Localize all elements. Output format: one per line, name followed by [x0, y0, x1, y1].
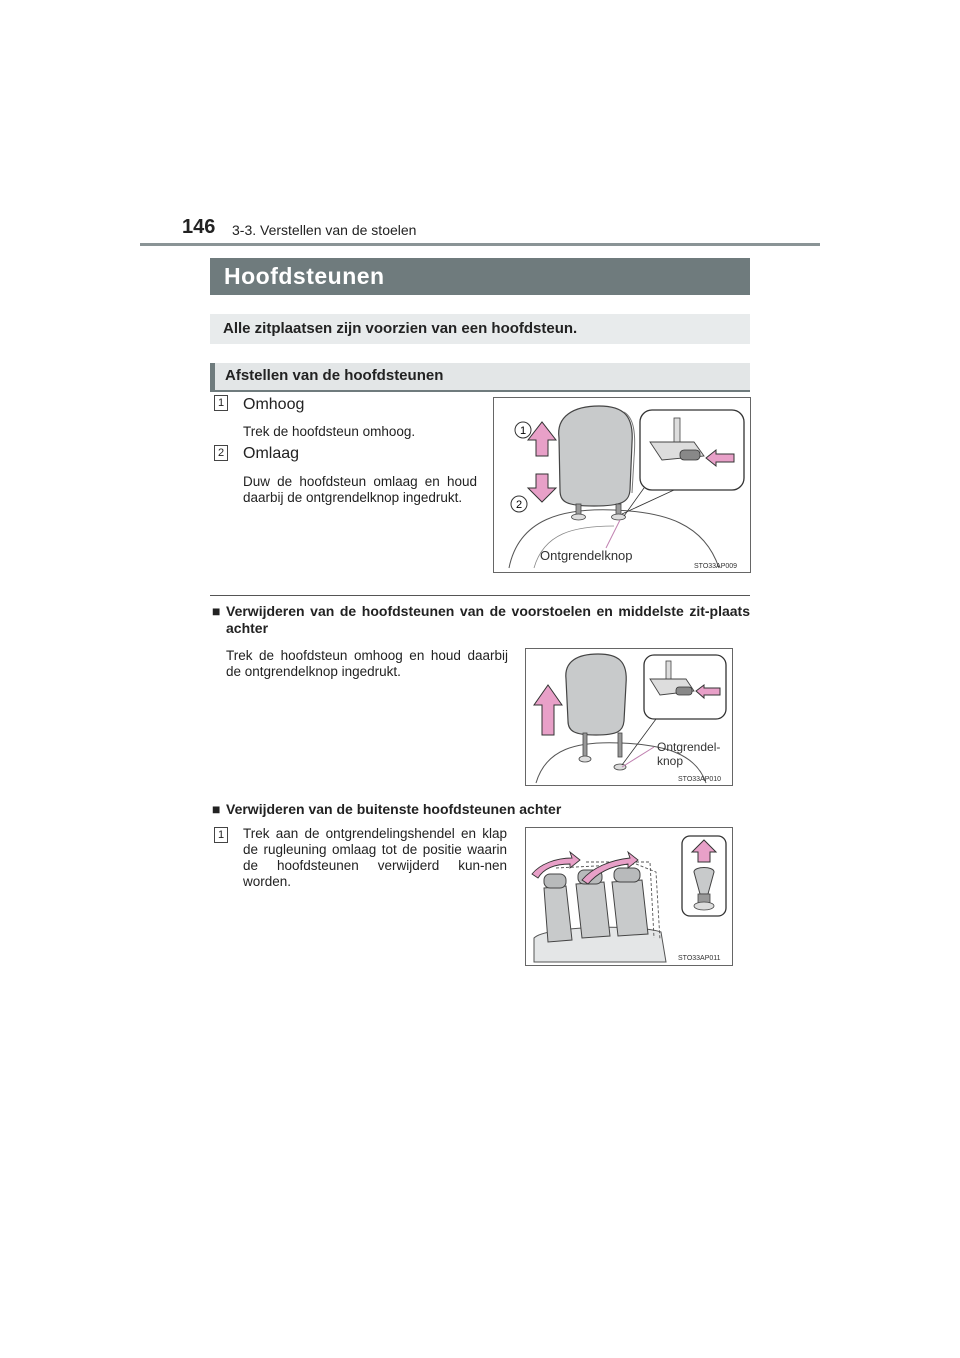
remove-outer-illustration: [526, 828, 732, 965]
chapter-title: 3-3. Verstellen van de stoelen: [232, 222, 417, 238]
figure-1-code: STO33AP009: [694, 563, 738, 570]
section-separator: [210, 595, 750, 596]
figure-remove-outer: [525, 827, 733, 966]
step-1-number: 1: [214, 395, 228, 411]
remove-front-illustration: [526, 649, 732, 785]
headrest-illustration: [494, 398, 750, 572]
step-2-label: Omlaag: [243, 445, 300, 462]
remove-outer-text: Trek aan de ontgrendelingshendel en klap de rugleuning omlaag tot de positie waarin de hoofdsteunen verwijderd kun-nen worden.: [243, 826, 507, 889]
step-2-description: Duw de hoofdsteun omlaag en houd daarbij de ontgrendelknop ingedrukt.: [243, 474, 477, 505]
page-number: 146: [182, 216, 216, 238]
figure-remove-front: [525, 648, 733, 786]
intro-text: Alle zitplaatsen zijn voorzien van een hoofdsteun.: [223, 320, 578, 337]
release-button-callout: Ontgrendelknop: [540, 548, 633, 563]
figure-adjust-headrest: [493, 397, 751, 573]
section-title-bar: [210, 258, 750, 295]
step-2-number: 2: [214, 445, 228, 461]
header-rule: [140, 243, 820, 246]
remove-outer-step-number: 1: [214, 827, 228, 843]
remove-outer-heading: Verwijderen van de buitenste hoofdsteunen achter: [226, 801, 562, 817]
bullet-square: ■: [212, 603, 221, 619]
figure-3-code: STO33AP011: [678, 955, 721, 962]
intro-box: [210, 314, 750, 344]
bullet-square-2: ■: [212, 801, 221, 817]
step-1-description: Trek de hoofdsteun omhoog.: [243, 424, 416, 439]
remove-front-heading: Verwijderen van de hoofdsteunen van de voorstoelen en middelste zit-plaats achter: [226, 603, 750, 636]
marker-2: 2: [515, 499, 523, 511]
release-knob-callout-line1: Ontgrendel-: [657, 740, 721, 754]
remove-front-text: Trek de hoofdsteun omhoog en houd daarbij de ontgrendelknop ingedrukt.: [226, 648, 508, 679]
section-title: Hoofdsteunen: [224, 263, 385, 289]
release-knob-callout-line2: knop: [657, 754, 684, 768]
step-1-label: Omhoog: [243, 396, 305, 413]
figure-2-code: STO33AP010: [678, 776, 722, 783]
adjust-heading-bar: [210, 363, 750, 392]
marker-1: 1: [519, 425, 527, 437]
heading-accent: [210, 363, 215, 390]
adjust-heading: Afstellen van de hoofdsteunen: [225, 367, 444, 384]
